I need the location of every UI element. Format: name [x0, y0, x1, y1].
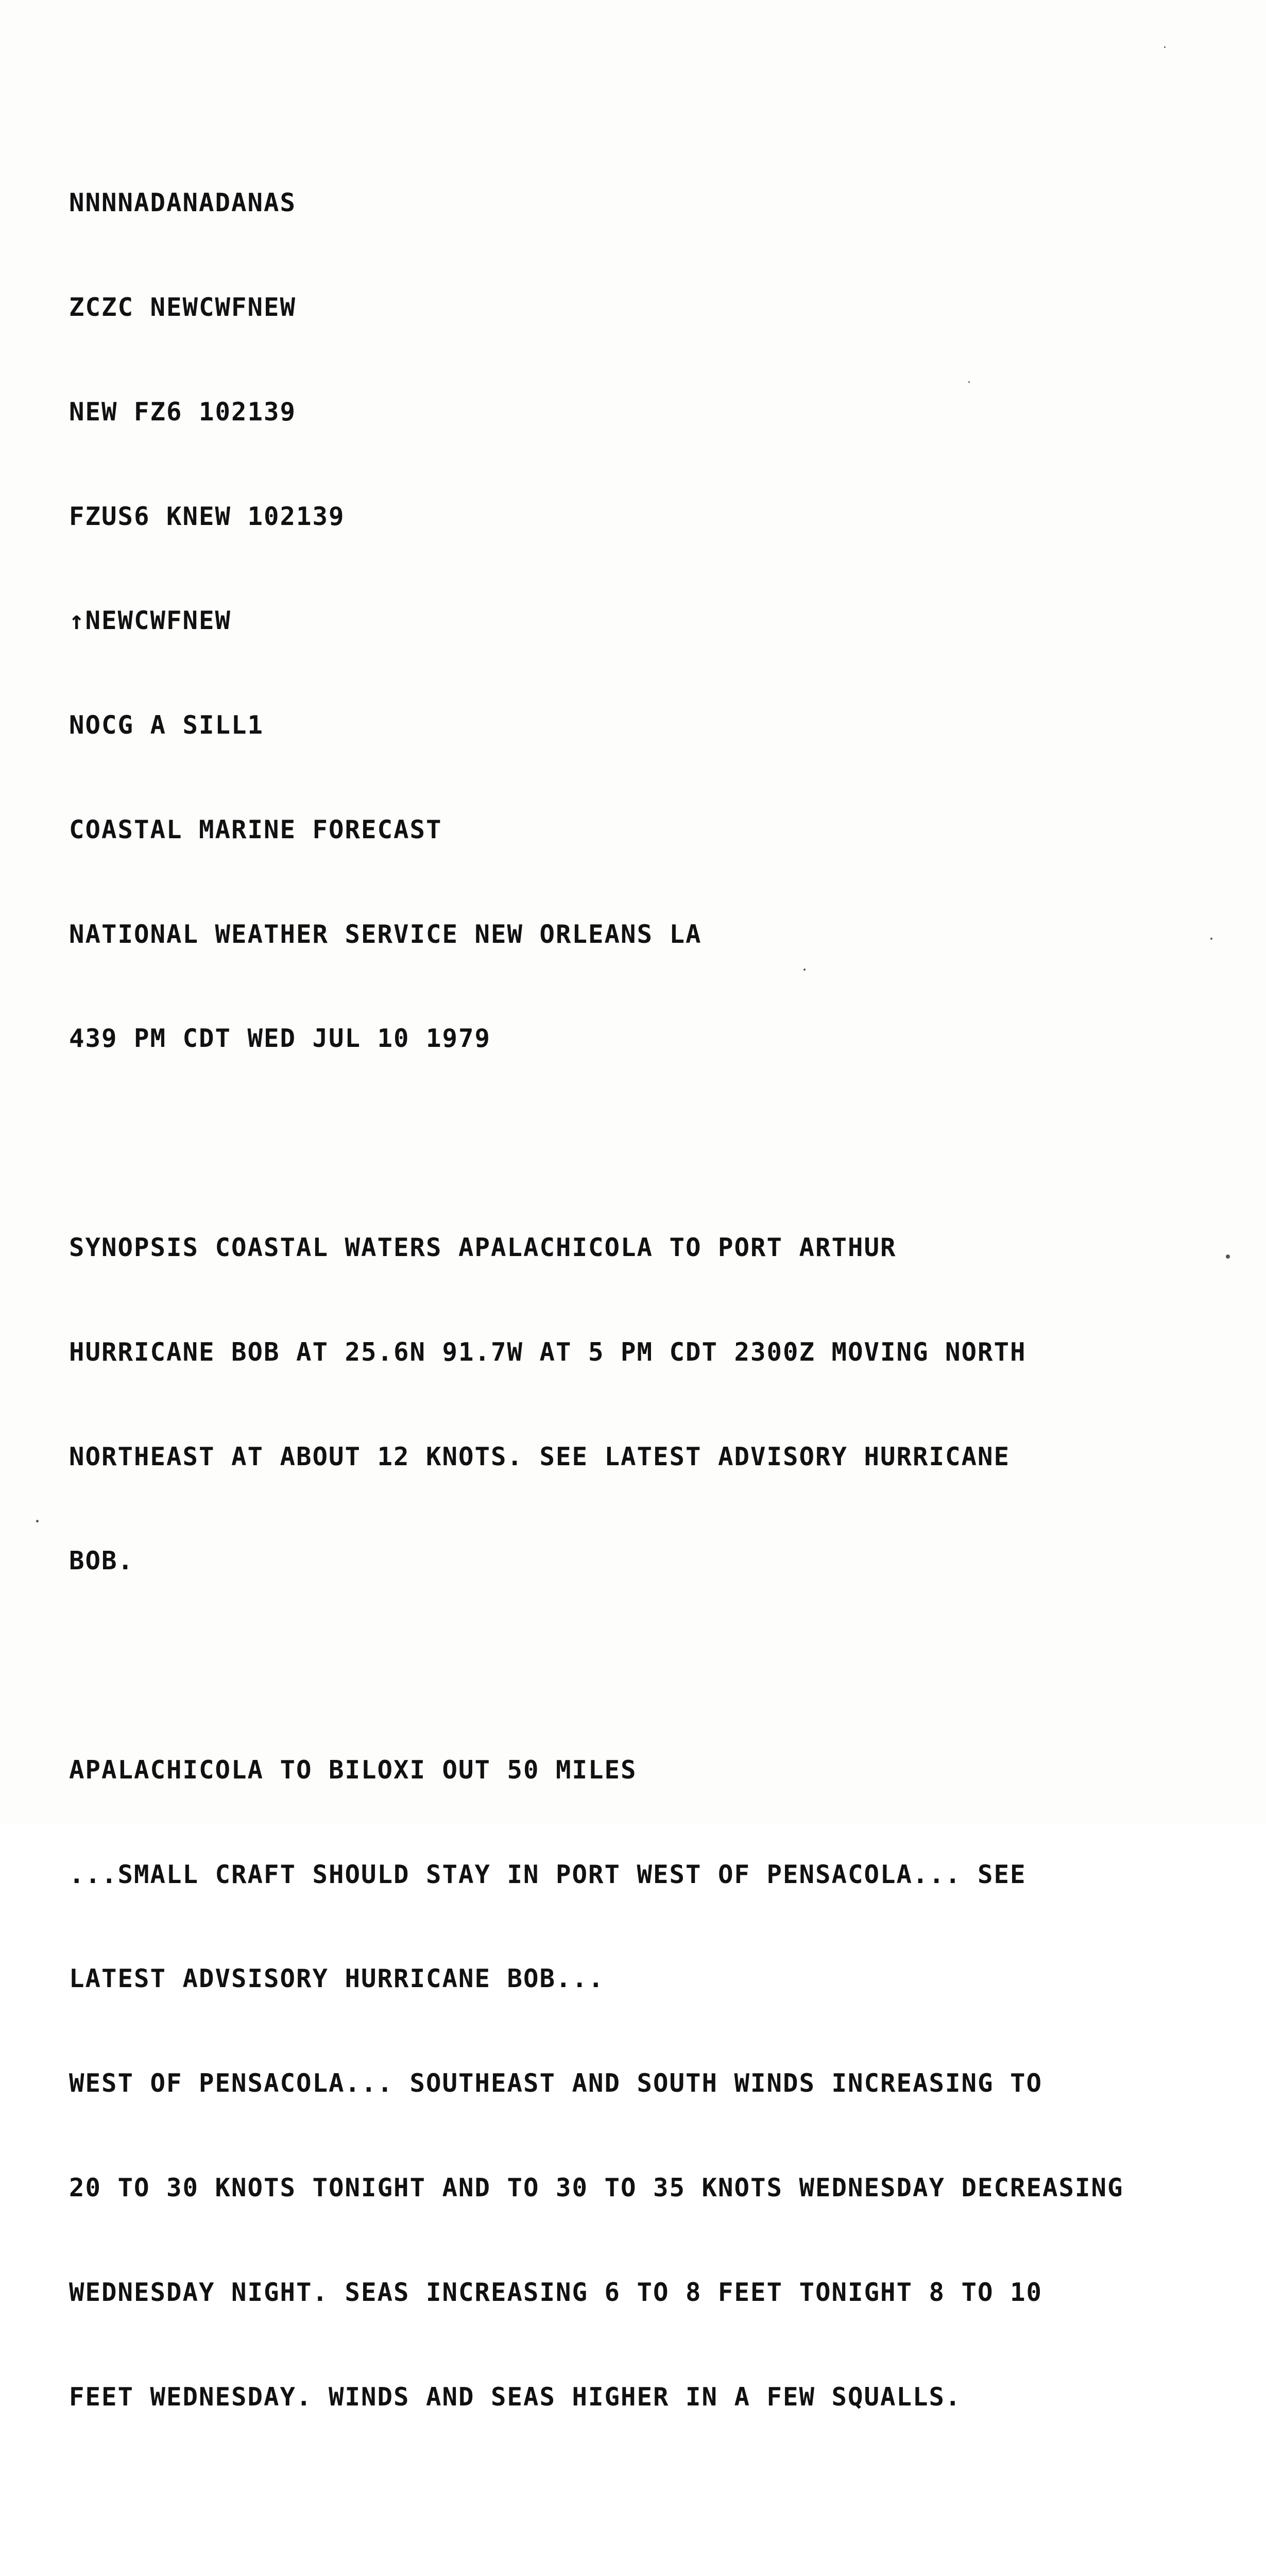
issuing-office: NATIONAL WEATHER SERVICE NEW ORLEANS LA: [69, 919, 702, 949]
scan-speck: [1210, 938, 1212, 940]
synopsis-line: HURRICANE BOB AT 25.6N 91.7W AT 5 PM CDT 2300Z MOVING NORTH: [69, 1337, 1027, 1367]
scan-speck: [1164, 46, 1166, 48]
header-line-3: NEW FZ6 102139: [69, 397, 297, 427]
blank-line: [69, 2484, 1202, 2519]
issue-time: 439 PM CDT WED JUL 10 1979: [69, 1024, 491, 1054]
zone-text-line: LATEST ADVSISORY HURRICANE BOB...: [69, 1964, 605, 1994]
zone-text-line: FEET WEDNESDAY. WINDS AND SEAS HIGHER IN A FEW SQUALLS.: [69, 2382, 962, 2412]
forecast-title: COASTAL MARINE FORECAST: [69, 815, 442, 844]
header-line-6: NOCG A SILL1: [69, 710, 264, 740]
zone-text-line: WEDNESDAY NIGHT. SEAS INCREASING 6 TO 8 FEET TONIGHT 8 TO 10: [69, 2277, 1043, 2307]
scan-speck: [968, 381, 970, 383]
scan-speck: [1226, 1255, 1230, 1259]
blank-line: [69, 1648, 1202, 1683]
synopsis-heading: SYNOPSIS COASTAL WATERS APALACHICOLA TO PORT ARTHUR: [69, 1233, 897, 1262]
header-line-5: ↑NEWCWFNEW: [69, 606, 232, 636]
zone-text-line: ...SMALL CRAFT SHOULD STAY IN PORT WEST OF PENSACOLA... SEE: [69, 1859, 1027, 1889]
blank-line: [69, 1126, 1202, 1161]
header-line-2: ZCZC NEWCWFNEW: [69, 292, 297, 322]
teletype-forecast-text: [69, 116, 1202, 2576]
synopsis-line: NORTHEAST AT ABOUT 12 KNOTS. SEE LATEST ADVISORY HURRICANE: [69, 1442, 1011, 1471]
zone-heading-apalachicola-biloxi: APALACHICOLA TO BILOXI OUT 50 MILES: [69, 1755, 637, 1785]
zone-text-line: 20 TO 30 KNOTS TONIGHT AND TO 30 TO 35 KNOTS WEDNESDAY DECREASING: [69, 2173, 1124, 2203]
zone-text-line: WEST OF PENSACOLA... SOUTHEAST AND SOUTH WINDS INCREASING TO: [69, 2069, 1043, 2098]
header-line-4: FZUS6 KNEW 102139: [69, 501, 345, 531]
scan-speck: [803, 969, 806, 971]
header-line-1: NNNNADANADANAS: [69, 188, 297, 218]
synopsis-line: BOB.: [69, 1546, 134, 1576]
scan-speck: [36, 1520, 39, 1522]
